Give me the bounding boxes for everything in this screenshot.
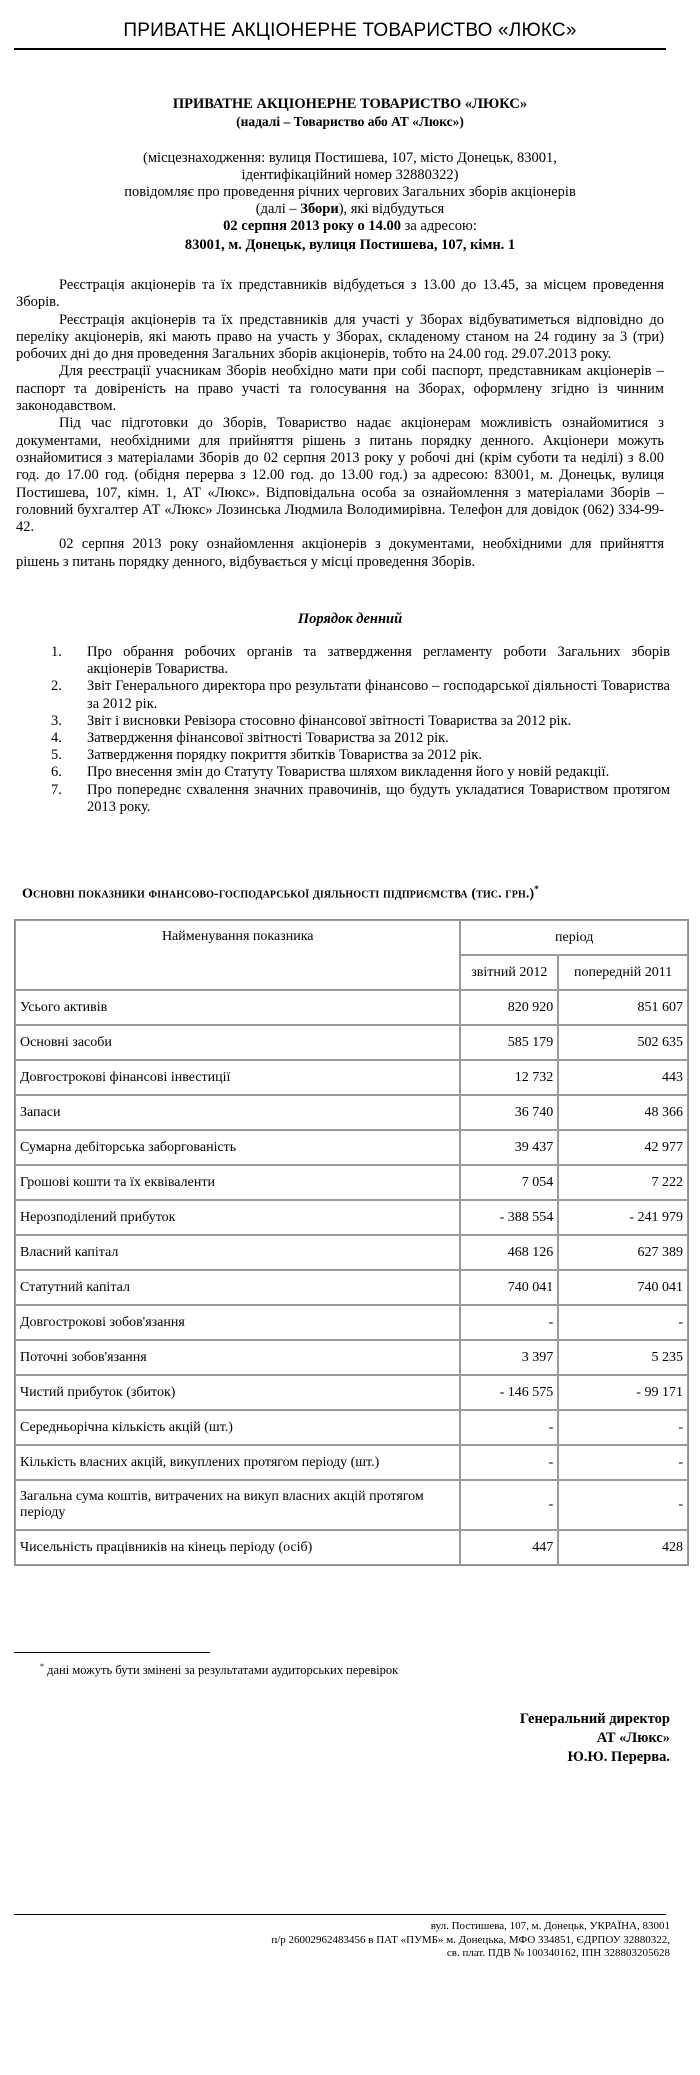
row-previous-cell: 740 041	[558, 1270, 688, 1305]
meetings-post: ), які відбудуться	[338, 201, 445, 217]
location-line-2: ідентифікаційний номер 32880322)	[241, 167, 459, 183]
row-name-cell: Власний капітал	[15, 1235, 460, 1270]
row-name-cell: Основні засоби	[15, 1025, 460, 1060]
footer-rule	[14, 1914, 666, 1915]
paragraph: Реєстрація акціонерів та їх представників для участі у Зборах відбуватиметься відповідно до переліку акціонерів, які мають право на участь у Зборах, складеному станом на 24 годину за 3 (три) робочих дні до дня проведення Загальних зборів акціонерів, тобто на 24.00 год. 29.07.2013 року.	[16, 311, 664, 363]
row-current-cell: 468 126	[460, 1235, 558, 1270]
row-previous-cell: 443	[558, 1060, 688, 1095]
row-current-cell: -	[460, 1305, 558, 1340]
paragraph: 02 серпня 2013 року ознайомлення акціонерів з документами, необхідними для прийняття рішень з питань порядку денного, відбувається у місці проведення Зборів.	[16, 536, 664, 570]
agenda-item	[40, 764, 670, 781]
table-row	[15, 1530, 688, 1565]
row-current-cell: -	[460, 1480, 558, 1530]
row-current-cell: - 146 575	[460, 1375, 558, 1410]
row-previous-cell: 42 977	[558, 1130, 688, 1165]
meeting-date: 02 серпня 2013 року о 14.00	[223, 218, 402, 234]
agenda-item-text: Про попереднє схвалення значних правочинів, що будуть укладатися Товариством протягом 2013 року.	[87, 781, 670, 815]
row-previous-cell: -	[558, 1480, 688, 1530]
row-name-cell: Статутний капітал	[15, 1270, 460, 1305]
footer-address	[271, 1920, 670, 1961]
agenda-item-text: Про обрання робочих органів та затвердження регламенту роботи Загальних зборів акціонерів Товариства.	[87, 644, 670, 678]
table-row	[15, 1270, 688, 1305]
company-alias: (надалі – Товариство або АТ «Люкс»)	[236, 114, 464, 129]
letterhead-title: ПРИВАТНЕ АКЦІОНЕРНЕ ТОВАРИСТВО «ЛЮКС»	[123, 20, 577, 41]
footnote-text: дані можуть бути змінені за результатами аудиторських перевірок	[44, 1663, 399, 1678]
row-current-cell: - 388 554	[460, 1200, 558, 1235]
financials-table	[14, 919, 689, 1566]
footer-tax-line: св. плат. ПДВ № 100340162, ІПН 328803205628	[446, 1947, 670, 1959]
row-previous-cell: -	[558, 1410, 688, 1445]
agenda-item-number: 6.	[51, 764, 62, 781]
table-row	[15, 990, 688, 1025]
row-current-cell: 820 920	[460, 990, 558, 1025]
row-previous-cell: -	[558, 1305, 688, 1340]
agenda-item-number: 1.	[51, 644, 62, 660]
footer-bank-line: п/р 26002962483456 в ПАТ «ПУМБ» м. Донецька, МФО 334851, ЄДРПОУ 32880322,	[271, 1933, 670, 1946]
footer-address-line: вул. Постишева, 107, м. Донецьк, УКРАЇНА, 83001	[430, 1920, 670, 1932]
agenda-item-number: 2.	[51, 678, 62, 695]
row-current-cell: -	[460, 1445, 558, 1480]
table-row	[15, 1410, 688, 1445]
agenda-item-text: Про внесення змін до Статуту Товариства шляхом викладення його у новій редакції.	[87, 764, 610, 781]
row-previous-cell: 851 607	[558, 990, 688, 1025]
col-header-previous: попередній 2011	[558, 955, 688, 990]
agenda-heading: Порядок денний	[297, 611, 403, 627]
row-name-cell: Довгострокові фінансові інвестиції	[15, 1060, 460, 1095]
row-name-cell: Сумарна дебіторська заборгованість	[15, 1130, 460, 1165]
row-name-cell: Довгострокові зобов'язання	[15, 1305, 460, 1340]
agenda-item	[40, 747, 670, 764]
agenda-item-number: 4.	[51, 730, 62, 747]
row-previous-cell: 7 222	[558, 1165, 688, 1200]
date-line	[0, 218, 700, 236]
row-name-cell: Нерозподілений прибуток	[15, 1200, 460, 1235]
row-name-cell: Кількість власних акцій, викуплених протягом періоду (шт.)	[15, 1445, 460, 1480]
agenda-item	[40, 644, 670, 678]
agenda-item	[40, 782, 670, 816]
table-row	[15, 1445, 688, 1480]
table-header-row	[15, 920, 688, 955]
row-current-cell: 447	[460, 1530, 558, 1565]
footnote-rule	[14, 1652, 210, 1653]
agenda-item-text: Затвердження фінансової звітності Товариства за 2012 рік.	[87, 730, 449, 747]
announce-line: повідомляє про проведення річних чергових Загальних зборів акціонерів	[124, 184, 576, 200]
table-row	[15, 1095, 688, 1130]
row-name-cell: Поточні зобов'язання	[15, 1340, 460, 1375]
row-name-cell: Усього активів	[15, 990, 460, 1025]
company-name: ПРИВАТНЕ АКЦІОНЕРНЕ ТОВАРИСТВО «ЛЮКС»	[172, 96, 528, 112]
signature-company: АТ «Люкс»	[596, 1730, 670, 1746]
paragraph: Під час підготовки до Зборів, Товариство надає акціонерам можливість ознайомитися з документами, необхідними для прийняття рішень з питань порядку денного. Акціонери можуть ознайомитися з матеріалами Зборів до 02 серпня 2013 року у робочі дні (крім суботи та неділі) з 8.00 год. до 17.00 год. (обідня перерва з 12.00 год. до 13.00 год.) за адресою: 83001, м. Донецьк, вулиця Постишева, 107, кімн. 1, АТ «Люкс». Відповідальна особа за ознайомлення з матеріалами Зборів – головний бухгалтер АТ «Люкс» Лозинська Людмила Володимирівна. Телефон для довідок (062) 334-99-42.	[16, 415, 664, 536]
row-current-cell: 39 437	[460, 1130, 558, 1165]
financials-title-text: Основні показники фінансово-господарської діяльності підприємства (тис. грн.)	[22, 886, 535, 902]
row-name-cell: Середньорічна кількість акцій (шт.)	[15, 1410, 460, 1445]
signature-block	[520, 1710, 670, 1767]
table-row	[15, 1480, 688, 1530]
row-current-cell: 585 179	[460, 1025, 558, 1060]
row-current-cell: -	[460, 1410, 558, 1445]
signature-title: Генеральний директор	[519, 1711, 670, 1727]
table-row	[15, 1165, 688, 1200]
footnote	[40, 1662, 398, 1678]
agenda-item-text: Затвердження порядку покриття збитків Товариства за 2012 рік.	[87, 747, 482, 764]
agenda-item-text: Звіт Генерального директора про результати фінансово – господарської діяльності Товариства за 2012 рік.	[87, 678, 670, 712]
table-row	[15, 1200, 688, 1235]
agenda-item	[40, 678, 670, 712]
table-row	[15, 1340, 688, 1375]
signature-name: Ю.Ю. Перерва.	[567, 1749, 670, 1765]
agenda-item-number: 3.	[51, 712, 62, 729]
row-name-cell: Запаси	[15, 1095, 460, 1130]
row-name-cell: Чисельність працівників на кінець періоду (осіб)	[15, 1530, 460, 1565]
table-row	[15, 1060, 688, 1095]
table-row	[15, 1305, 688, 1340]
row-previous-cell: - 99 171	[558, 1375, 688, 1410]
agenda-list	[40, 644, 670, 816]
meetings-pre: (далі –	[255, 201, 301, 217]
col-header-period: період	[460, 920, 688, 955]
financials-title	[22, 884, 539, 903]
agenda-item	[40, 713, 670, 730]
date-post: за адресою:	[401, 218, 477, 234]
row-current-cell: 12 732	[460, 1060, 558, 1095]
financials-title-mark: *	[534, 884, 539, 894]
row-previous-cell: -	[558, 1445, 688, 1480]
agenda-item-number: 7.	[51, 781, 62, 798]
location-line-1: (місцезнаходження: вулиця Постишева, 107, місто Донецьк, 83001,	[143, 150, 557, 166]
meetings-line	[0, 201, 700, 219]
row-previous-cell: 502 635	[558, 1025, 688, 1060]
row-previous-cell: - 241 979	[558, 1200, 688, 1235]
agenda-item-text: Звіт і висновки Ревізора стосовно фінансової звітності Товариства за 2012 рік.	[87, 712, 572, 729]
row-current-cell: 36 740	[460, 1095, 558, 1130]
agenda-item-number: 5.	[51, 747, 62, 764]
row-current-cell: 740 041	[460, 1270, 558, 1305]
col-header-name: Найменування показника	[15, 920, 460, 990]
col-header-current: звітний 2012	[460, 955, 558, 990]
table-row	[15, 1130, 688, 1165]
row-name-cell: Чистий прибуток (збиток)	[15, 1375, 460, 1410]
row-previous-cell: 5 235	[558, 1340, 688, 1375]
table-row	[15, 1025, 688, 1060]
paragraph: Для реєстрації учасникам Зборів необхідно мати при собі паспорт, представникам акціонерів – паспорт та довіреність на право участі та голосування на Зборах, оформлену згідно із чинним законодавством.	[16, 363, 664, 415]
row-name-cell: Загальна сума коштів, витрачених на викуп власних акцій протягом періоду	[15, 1480, 460, 1530]
row-name-cell: Грошові кошти та їх еквіваленти	[15, 1165, 460, 1200]
table-row	[15, 1375, 688, 1410]
header-rule	[14, 48, 666, 50]
row-previous-cell: 627 389	[558, 1235, 688, 1270]
table-row	[15, 1235, 688, 1270]
agenda-item	[40, 730, 670, 747]
row-current-cell: 7 054	[460, 1165, 558, 1200]
footnote-mark: *	[40, 1662, 44, 1671]
meetings-bold: Збори	[300, 201, 339, 217]
row-current-cell: 3 397	[460, 1340, 558, 1375]
paragraph: Реєстрація акціонерів та їх представників відбудеться з 13.00 до 13.45, за місцем проведення Зборів.	[16, 277, 664, 311]
meeting-venue: 83001, м. Донецьк, вулиця Постишева, 107, кімн. 1	[184, 237, 516, 253]
row-previous-cell: 428	[558, 1530, 688, 1565]
notice-body	[16, 277, 664, 571]
row-previous-cell: 48 366	[558, 1095, 688, 1130]
